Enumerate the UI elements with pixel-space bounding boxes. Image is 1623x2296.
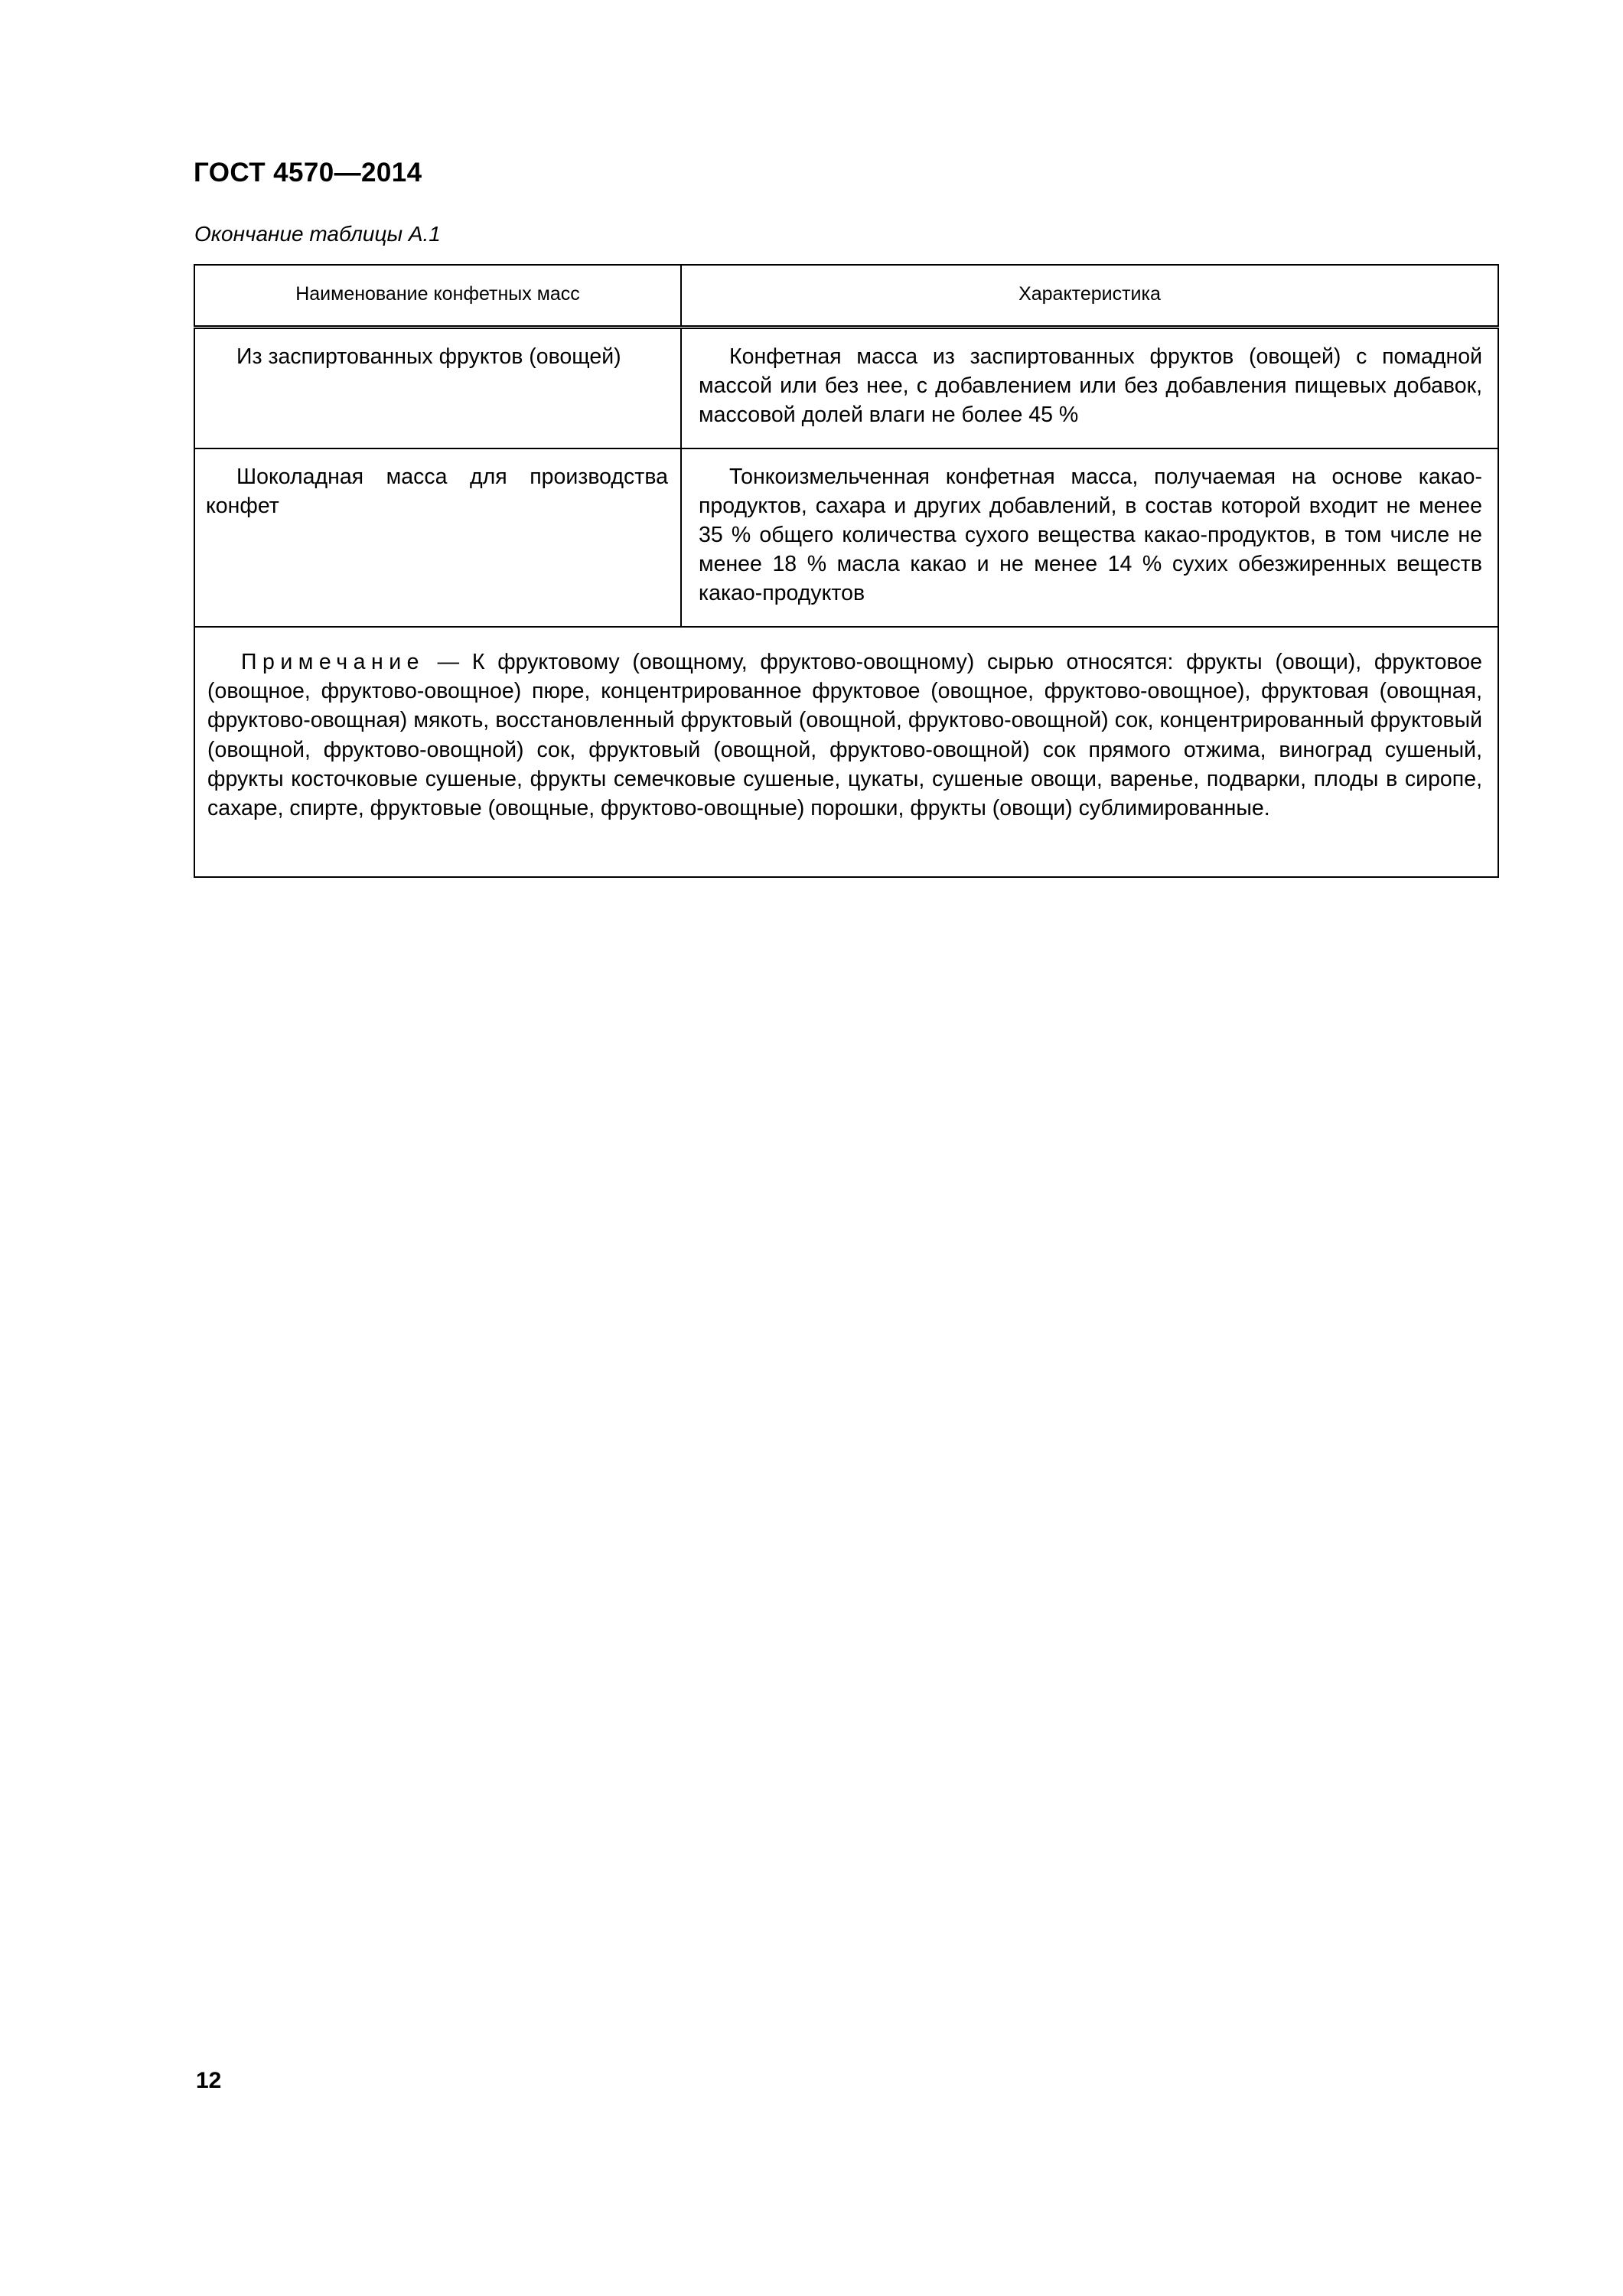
note-label: Примечание [241,650,425,675]
note-paragraph [195,628,1498,876]
column-header-name [194,265,681,328]
cell-mass-name [194,448,681,627]
cell-note [194,627,1498,876]
annex-table-a1 [194,264,1499,878]
table-row [194,448,1498,627]
page-number: 12 [196,2068,222,2093]
column-header-characteristic-label: Характеристика [1018,283,1161,305]
table-caption: Окончание таблицы А.1 [194,222,441,246]
table-note-row [194,627,1498,876]
column-header-characteristic [681,265,1498,328]
characteristic-text: Конфетная масса из заспиртованных фруктов (овощей) с помадной массой или без нее, с добавлением или без добавления пищевых добавок, массовой долей влаги не более 45 % [699,344,1482,428]
cell-mass-name [194,328,681,449]
cell-characteristic [681,448,1498,627]
mass-name-text: Из заспиртованных фруктов (овощей) [236,344,621,369]
cell-characteristic [681,328,1498,449]
characteristic-text: Тонкоизмельченная конфетная масса, получаемая на основе какао-продуктов, сахара и других добавлений, в состав которой входит не менее 35 % общего количества сухого вещества какао-продуктов, в том числе не менее 18 % масла какао и не менее 14 % сухих обезжиренных веществ какао-продуктов [699,465,1482,606]
note-dash: — [424,650,472,675]
table-row [194,328,1498,449]
table-header-row [194,265,1498,328]
column-header-name-label: Наименование конфетных масс [295,283,580,305]
mass-name-text: Шоколадная масса для производства конфет [206,465,668,519]
note-text: К фруктовому (овощному, фруктово-овощному) сырью относятся: фрукты (овощи), фруктовое (овощное, фруктово-овощное) пюре, концентрированное фруктовое (овощное, фруктово-овощное), фруктовая (овощная, фруктово-овощная) мякоть, восстановленный фруктовый (овощной, фруктово-овощной) сок, концентрированный фруктовый (овощной, фруктово-овощной) сок, фруктовый (овощной, фруктово-овощной) сок прямого отжима, виноград сушеный, фрукты косточковые сушеные, фрукты семечковые сушеные, цукаты, сушеные овощи, варенье, подварки, плоды в сиропе, сахаре, спирте, фруктовые (овощные, фруктово-овощные) порошки, фрукты (овощи) сублимированные. [207,650,1482,820]
standard-header: ГОСТ 4570—2014 [194,158,422,188]
